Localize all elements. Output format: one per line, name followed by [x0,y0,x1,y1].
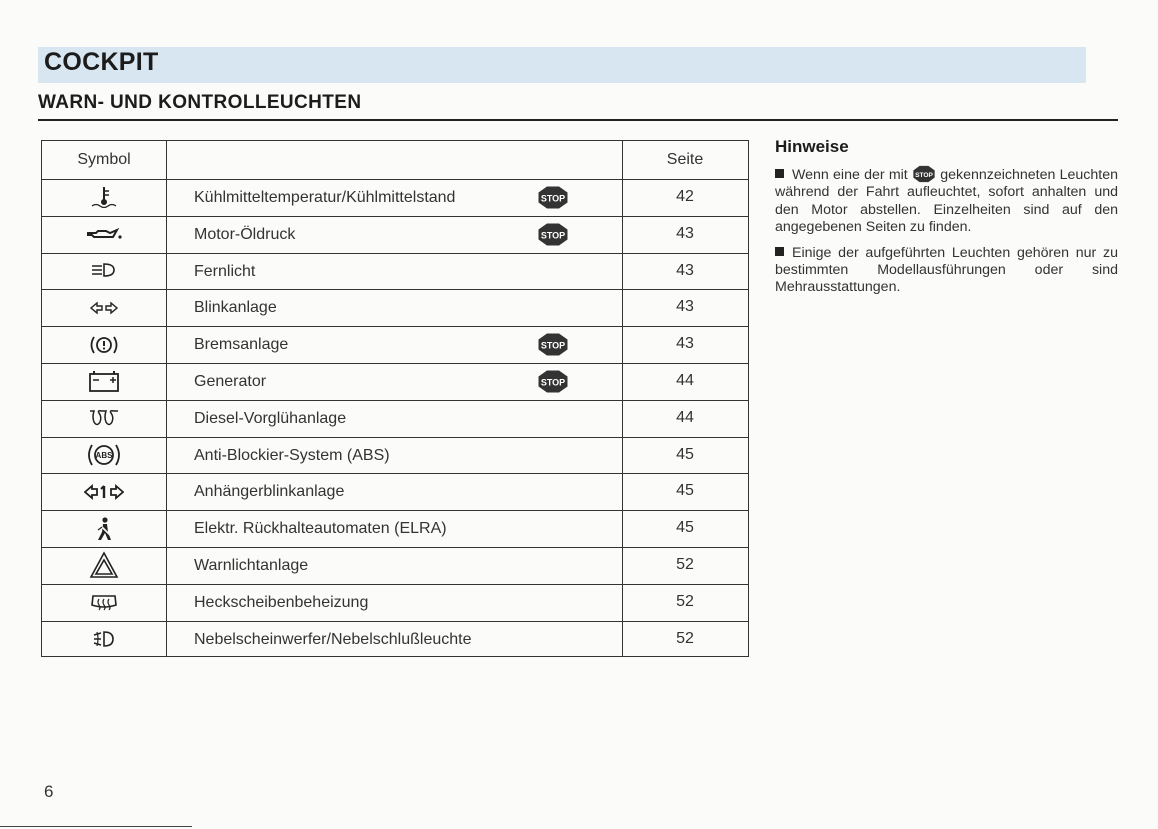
note-text: Einige der aufgeführten Leuchten gehören nur zu bestimmten Modellausführungen oder sind Mehrausstattungen. [775,244,1118,296]
stop-sign-icon [538,223,568,246]
table-row [42,437,748,474]
row-page: 42 [676,188,694,205]
fog-light-icon [42,621,166,658]
note-stop [775,165,1118,237]
oil-pressure-icon [42,216,166,253]
note-text: Wenn eine der mit [792,167,912,183]
note-equipment [775,245,1118,297]
brake-icon [42,326,166,363]
table-row [42,584,748,621]
row-label: Elektr. Rückhalteautomaten (ELRA) [194,520,447,538]
subsection-title: WARN- UND KONTROLLEUCHTEN [38,92,362,113]
row-page: 45 [676,445,694,463]
bullet-icon [775,247,784,256]
svg-text:ABS: ABS [95,450,113,460]
row-page: 43 [676,261,694,279]
stop-sign-icon [538,370,568,393]
battery-icon [42,363,166,400]
table-row [42,179,748,216]
trailer-signal-icon [42,473,166,510]
stop-sign-icon [538,333,568,356]
header-symbol: Symbol [77,151,131,168]
row-label: Bremsanlage [194,336,289,354]
page-number: 6 [44,782,54,801]
row-page: 43 [676,335,694,353]
title-rule [38,119,1118,121]
row-label: Warnlichtanlage [194,557,309,574]
rear-defrost-icon [42,584,166,621]
row-label: Anhängerblinkanlage [194,483,345,501]
row-label: Nebelscheinwerfer/Nebelschlußleuchte [194,630,472,648]
note-text: gekennzeichneten Leuchten während der Fahrt aufleuchtet, sofort anhalten und den Motor abstellen. Einzelheiten sind auf den angegebenen Seiten zu finden. [775,167,1118,236]
stop-sign-icon [913,165,935,183]
row-page: 44 [676,372,694,389]
row-page: 45 [676,482,694,500]
stop-sign-label: STOP [540,193,566,204]
stop-sign-label: STOP [540,230,566,241]
high-beam-icon [42,253,166,290]
row-label: Fernlicht [194,262,256,280]
section-band [38,47,1086,83]
bullet-icon [775,169,784,178]
row-label: Blinkanlage [194,299,277,317]
turn-signal-icon [42,289,166,326]
table-row [42,510,748,547]
coolant-temperature-icon [42,179,166,216]
row-page: 45 [676,519,694,537]
header-page: Seite [666,151,704,168]
glow-plug-icon [42,400,166,437]
row-page: 52 [676,629,694,647]
seatbelt-icon [42,510,166,547]
table-row [42,473,748,510]
table-row [42,253,748,290]
notes-title: Hinweise [775,137,849,156]
stop-sign-label: STOP [540,340,566,351]
row-label: Heckscheibenbeheizung [194,593,369,611]
section-title: COCKPIT [44,48,159,76]
hazard-icon [42,547,166,584]
table-row [42,289,748,326]
row-label: Kühlmitteltemperatur/Kühlmittelstand [194,189,456,206]
stop-sign-label: STOP [540,377,566,388]
row-page: 44 [676,408,694,426]
table-row [42,326,748,363]
table-row [42,621,748,658]
row-page: 52 [676,556,694,573]
warning-lights-table [41,140,749,657]
row-label: Motor-Öldruck [194,225,296,243]
abs-icon [42,437,166,474]
table-row [42,400,748,437]
row-label: Diesel-Vorglühanlage [194,409,347,427]
row-page: 43 [676,224,694,242]
row-page: 52 [676,592,694,610]
table-row [42,547,748,584]
table-row [42,363,748,400]
row-label: Generator [194,373,267,390]
bottom-line [0,826,192,827]
stop-sign-label: STOP [915,171,933,179]
table-row [42,216,748,253]
row-label: Anti-Blockier-System (ABS) [194,446,390,464]
notes-section [775,137,1118,305]
row-page: 43 [676,298,694,316]
stop-sign-icon [538,186,568,209]
